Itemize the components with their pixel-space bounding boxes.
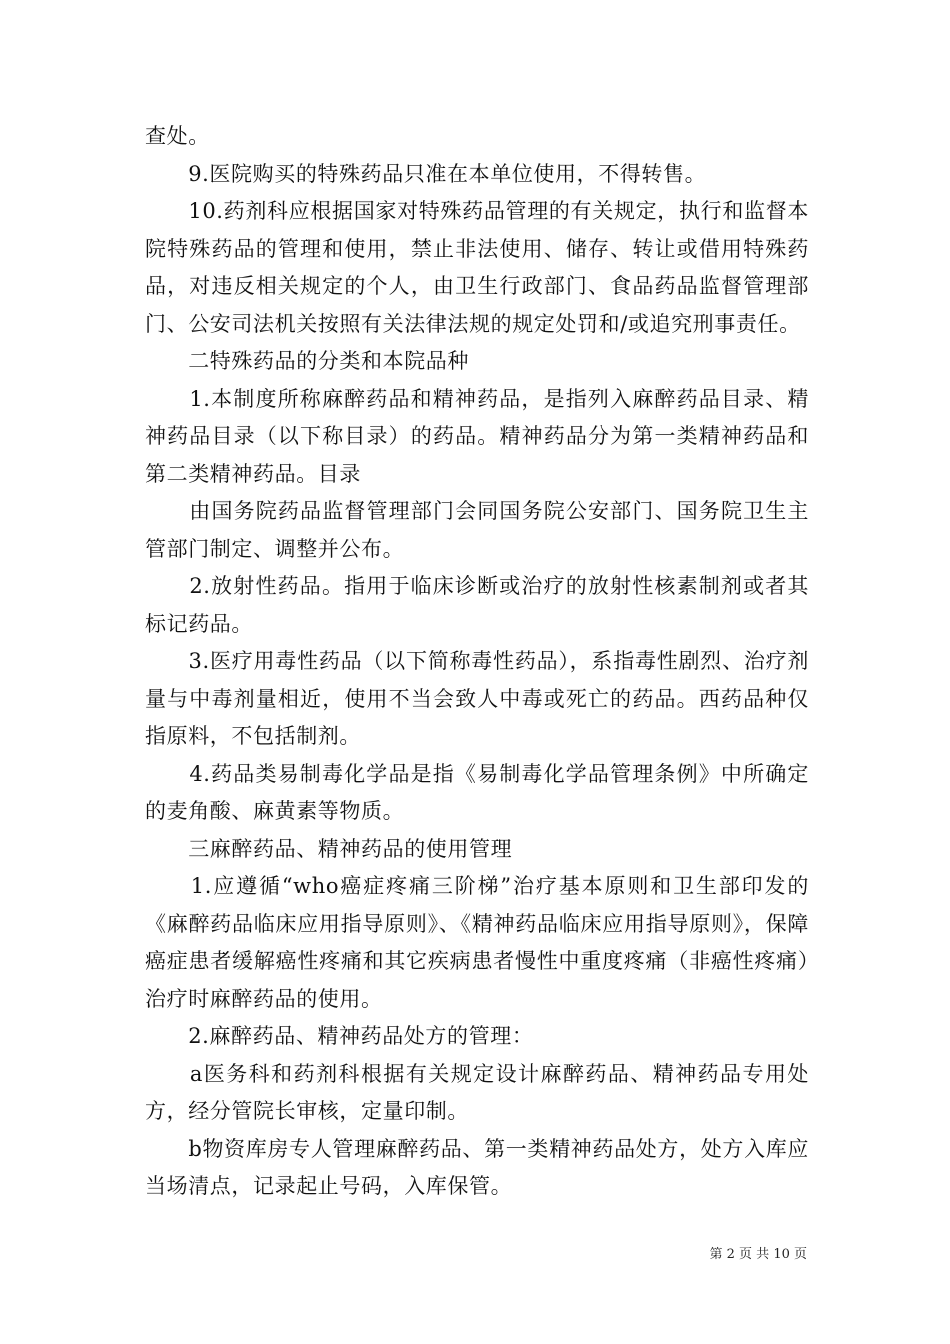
paragraph-section2-item-2: 2.放射性药品。指用于临床诊断或治疗的放射性核素制剂或者其标记药品。: [145, 574, 809, 636]
paragraph-section2-item-3: 3.医疗用毒性药品（以下简称毒性药品），系指毒性剧烈、治疗剂量与中毒剂量相近，使用不当会致人中毒或死亡的药品。西药品种仅指原料，不包括制剂。: [145, 649, 809, 748]
paragraph-item-9: 9.医院购买的特殊药品只准在本单位使用，不得转售。: [145, 161, 707, 186]
paragraph-section2-item-4: 4.药品类易制毒化学品是指《易制毒化学品管理条例》中所确定的麦角酸、麻黄素等物质。: [145, 761, 809, 823]
paragraph-section3-item-2: 2.麻醉药品、精神药品处方的管理：: [145, 1024, 534, 1048]
paragraph-section3-item-1: 1.应遵循“who癌症疼痛三阶梯”治疗基本原则和卫生部印发的《麻醉药品临床应用指导原则》、《精神药品临床应用指导原则》，保障癌症患者缓解癌性疼痛和其它疾病患者慢性中重度疼痛（非癌性疼痛）治疗时麻醉药品的使用。: [145, 874, 809, 1011]
paragraph-continuation: 查处。: [145, 124, 210, 148]
paragraph-section2-item-1-cont: 由国务院药品监督管理部门会同国务院公安部门、国务院卫生主管部门制定、调整并公布。: [145, 499, 809, 561]
paragraph-section2-item-1: 1.本制度所称麻醉药品和精神药品，是指列入麻醉药品目录、精神药品目录（以下称目录）的药品。精神药品分为第一类精神药品和第二类精神药品。目录: [145, 386, 809, 486]
paragraph-section3-item-2a: a医务科和药剂科根据有关规定设计麻醉药品、精神药品专用处方，经分管院长审核，定量印制。: [145, 1061, 809, 1123]
page-number-footer: 第 2 页 共 10 页: [709, 1247, 807, 1262]
section-heading-2: 二特殊药品的分类和本院品种: [145, 349, 469, 373]
paragraph-item-10: 10.药剂科应根据国家对特殊药品管理的有关规定，执行和监督本院特殊药品的管理和使用，禁止非法使用、储存、转让或借用特殊药品，对违反相关规定的个人，由卫生行政部门、食品药品监督管理部门、公安司法机关按照有关法律法规的规定处罚和/或追究刑事责任。: [145, 199, 809, 336]
document-body: [145, 118, 809, 1206]
paragraph-section3-item-2b: b物资库房专人管理麻醉药品、第一类精神药品处方，处方入库应当场清点，记录起止号码，入库保管。: [145, 1136, 809, 1198]
section-heading-3: 三麻醉药品、精神药品的使用管理: [145, 836, 513, 861]
